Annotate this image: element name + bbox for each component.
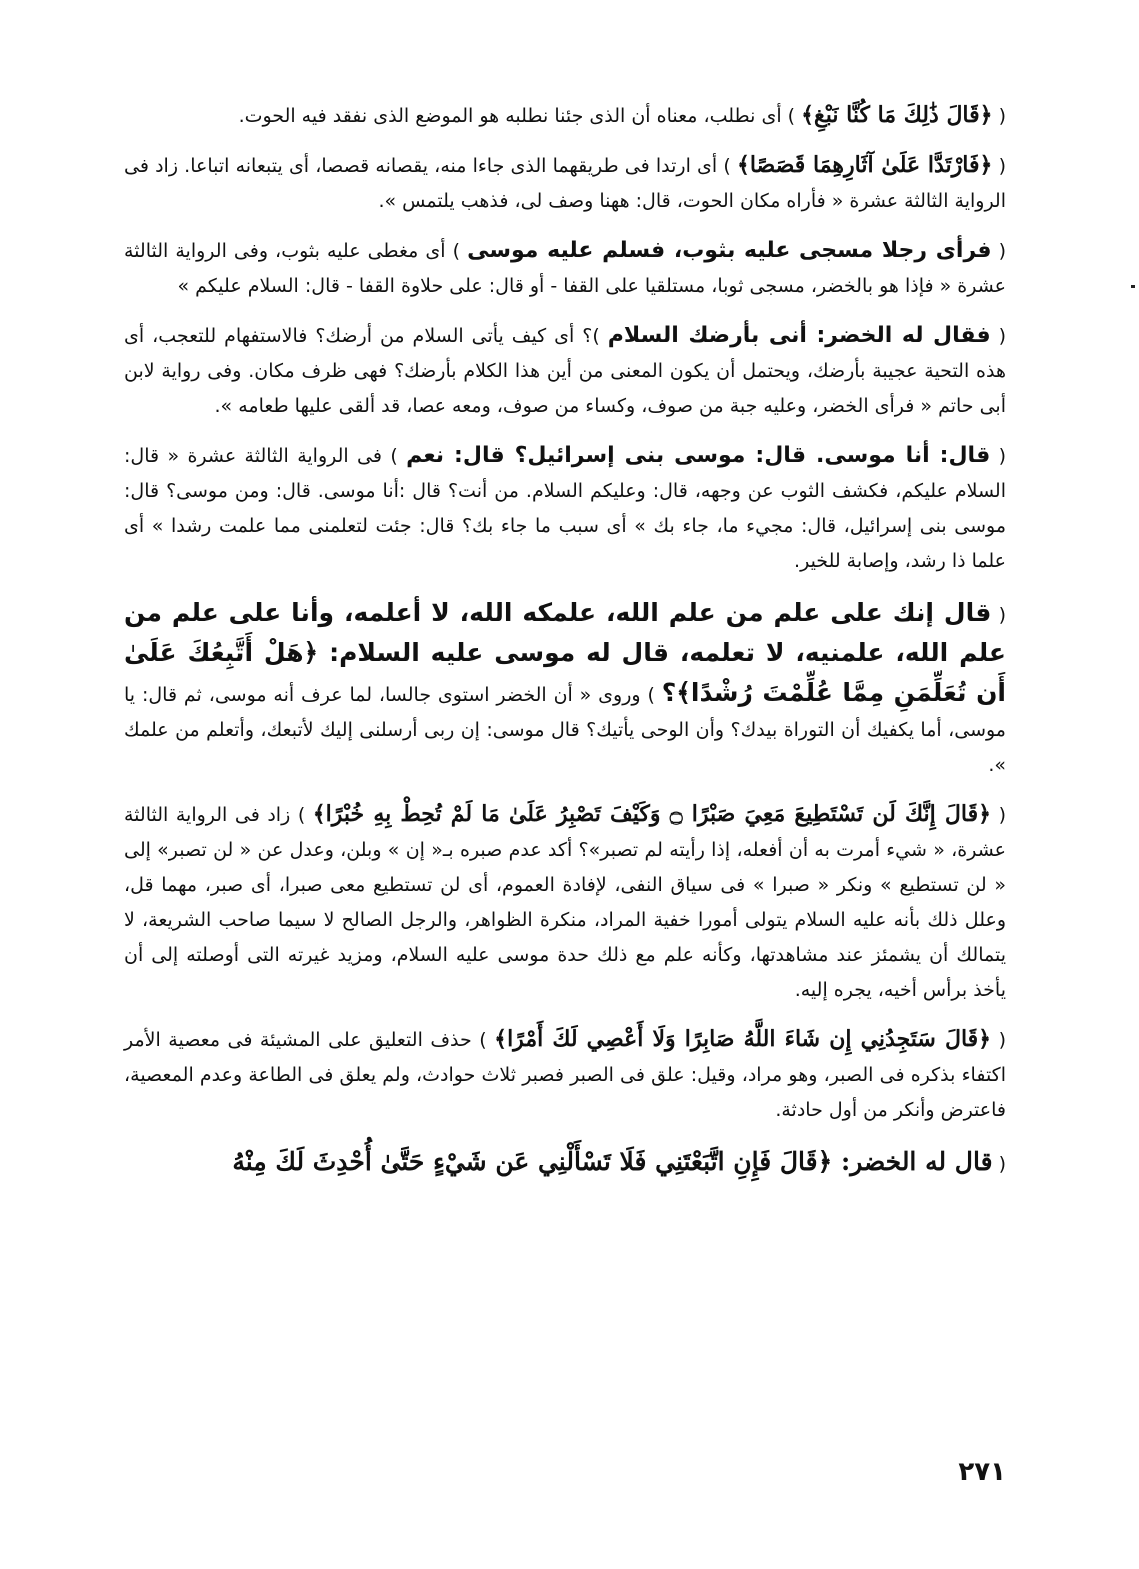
paragraph-8	[124, 1022, 1006, 1128]
open-paren: (	[990, 325, 1006, 347]
quran-quote: قال له الخضر: ﴿قَالَ فَإِنِ اتَّبَعْتَنِي فَلَا تَسْأَلْنِي عَن شَيْءٍ حَتَّىٰ أُحْدِثَ لَكَ مِنْهُ	[232, 1147, 993, 1176]
open-paren: (	[991, 604, 1007, 626]
hadith-quote: فرأى رجلا مسجى عليه بثوب، فسلم عليه موسى	[467, 238, 992, 263]
paragraph-5	[124, 438, 1006, 579]
paragraph-7	[124, 797, 1006, 1008]
open-paren: (	[991, 804, 1006, 826]
page-number: ٢٧١	[958, 1457, 1006, 1487]
hadith-quote: قال إنك على علم من علم الله، علمكه الله، لا أعلمه، وأنا على علم من علم الله، علمنيه، لا تعلمه، قال له موسى عليه السلام: ﴿هَلْ أَتَّبِعُكَ عَلَىٰ أَن تُعَلِّمَنِ مِمَّا عُلِّمْتَ رُشْدًا﴾؟	[124, 598, 1006, 707]
commentary-text: زاد فى الرواية الثالثة عشرة، « شيء أمرت به أن أفعله، إذا رأيته لم تصبر»؟ أكد عدم صبره بـ« إن » وبلن، وعدل عن « لن تصبر» إلى « لن تستطيع » ونكر « صبرا » فى سياق النفى، لإفادة العموم، أى لن تستطيع معى صبرا، أى صبر، مهما قل، وعلل ذلك بأنه عليه السلام يتولى أمورا خفية المراد، منكرة الظواهر، والرجل الصالح لا سيما صاحب الشريعة، لا يتمالك أن يشمئز عند مشاهدتها، وكأنه علم مع ذلك حدة موسى عليه السلام، ومزيد غيرته التى أوصلته إلى أن يأخذ برأس أخيه، يجره إليه.	[124, 804, 1006, 1001]
paragraph-3	[124, 233, 1006, 304]
open-paren: (	[991, 240, 1007, 262]
commentary-text: أى نطلب، معناه أن الذى جئنا نطلبه هو الموضع الذى نفقد فيه الحوت.	[238, 105, 788, 127]
close-paren: )؟	[582, 325, 608, 347]
paragraph-6	[124, 593, 1006, 783]
paragraph-2	[124, 148, 1006, 219]
open-paren: (	[991, 1029, 1006, 1051]
quran-quote: ﴿قَالَ إِنَّكَ لَن تَسْتَطِيعَ مَعِيَ صَبْرًا ۝ وَكَيْفَ تَصْبِرُ عَلَىٰ مَا لَمْ تُحِطْ بِهِ خُبْرًا﴾	[312, 801, 992, 827]
close-paren: )	[479, 1029, 495, 1051]
paragraph-9	[124, 1142, 1006, 1182]
hadith-quote: قال: أنا موسى. قال: موسى بنى إسرائيل؟ قال: نعم	[406, 443, 991, 468]
paragraph-1	[124, 98, 1006, 134]
stray-scan-mark	[1131, 285, 1135, 288]
close-paren: )	[647, 684, 662, 706]
close-paren: )	[390, 445, 407, 467]
hadith-quote: فقال له الخضر: أنى بأرضك السلام	[607, 323, 991, 348]
open-paren: (	[990, 445, 1007, 467]
commentary-text: وروى « أن الخضر استوى جالسا، لما عرف أنه موسى، ثم قال: يا موسى، أما يكفيك أن التوراة بيدك؟ وأن الوحى يأتيك؟ قال موسى: إن ربى أرسلنى إليك لأتبعك، وأتعلم من علمك ».	[124, 684, 1006, 776]
close-paren: )	[787, 105, 802, 127]
quran-quote: ﴿قَالَ ذَٰلِكَ مَا كُنَّا نَبْغِ﴾	[801, 102, 993, 128]
close-paren: )	[297, 804, 313, 826]
close-paren: )	[723, 155, 737, 177]
commentary-text: أى مغطى عليه بثوب، وفى الرواية الثالثة عشرة « فإذا هو بالخضر، مسجى ثوبا، مستلقيا على القفا - أو قال: على حلاوة القفا - قال: السلام عليكم »	[124, 240, 1006, 297]
page-body	[124, 98, 1006, 1196]
quran-quote: ﴿فَارْتَدَّا عَلَىٰ آثَارِهِمَا قَصَصًا﴾	[736, 152, 993, 178]
commentary-text: فى الرواية الثالثة عشرة « قال: السلام عليكم، فكشف الثوب عن وجهه، قال: وعليكم السلام. من أنت؟ قال :أنا موسى. قال: ومن موسى؟ قال: موسى بنى إسرائيل، قال: مجيء ما، جاء بك » أى سبب ما جاء بك؟ قال: جئت لتعلمنى مما علمت رشدا » أى علما ذا رشد، وإصابة للخير.	[124, 445, 1006, 572]
open-paren: (	[992, 1153, 1006, 1175]
quran-quote: ﴿قَالَ سَتَجِدُنِي إِن شَاءَ اللَّهُ صَابِرًا وَلَا أَعْصِي لَكَ أَمْرًا﴾	[494, 1026, 992, 1052]
commentary-text: أى ارتدا فى طريقهما الذى جاءا منه، يقصانه قصصا، أى يتبعانه اتباعا. زاد فى الرواية الثالثة عشرة « فأراه مكان الحوت، قال: ههنا وصف لى، فذهب يلتمس ».	[124, 155, 1006, 212]
open-paren: (	[992, 105, 1006, 127]
paragraph-4	[124, 318, 1006, 424]
commentary-text: حذف التعليق على المشيئة فى معصية الأمر اكتفاء بذكره فى الصبر، وهو مراد، وقيل: علق فى الصبر فصبر ثلاث حوادث، ولم يعلق فى الطاعة وعدم المعصية، فاعترض وأنكر من أول حادثة.	[124, 1029, 1006, 1121]
close-paren: )	[452, 240, 468, 262]
open-paren: (	[992, 155, 1007, 177]
commentary-text: أى كيف يأتى السلام من أرضك؟ فالاستفهام للتعجب، أى هذه التحية عجيبة بأرضك، ويحتمل أن يكون المعنى من أين هذا الكلام بأرضك؟ فهى ظرف مكان. وفى رواية لابن أبى حاتم « فرأى الخضر، وعليه جبة من صوف، وكساء من صوف، ومعه عصا، قد ألقى عليها طعامه ».	[124, 325, 1006, 417]
